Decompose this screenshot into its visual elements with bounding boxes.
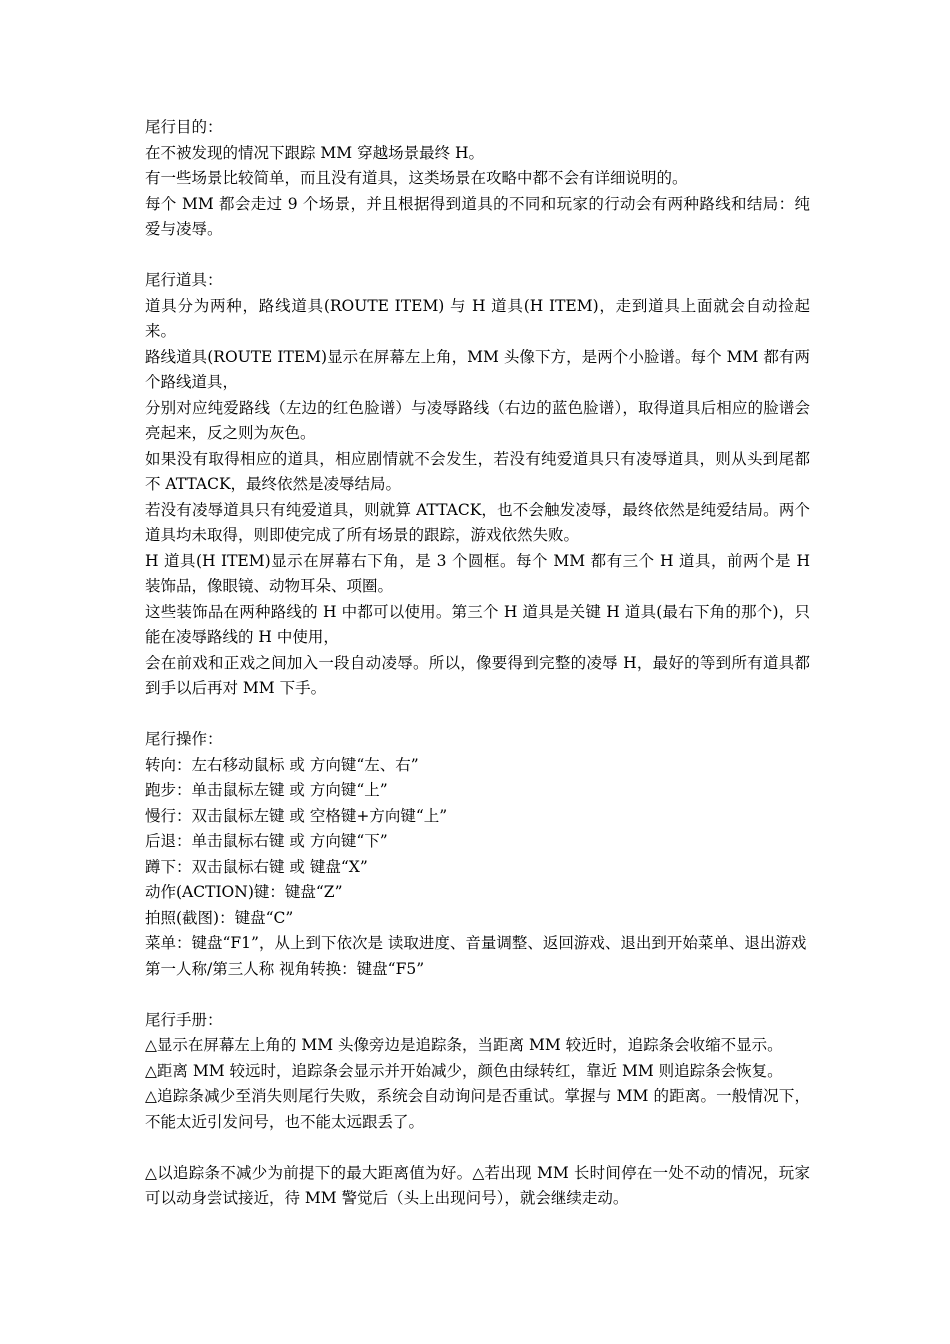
section-heading: 尾行操作： [145, 730, 223, 748]
paragraph: 路线道具(ROUTE ITEM)显示在屏幕左上角，MM 头像下方，是两个小脸谱。每个 MM 都有两个路线道具， [145, 347, 810, 391]
section-manual [145, 1008, 810, 1136]
section-manual-continued [145, 1161, 810, 1212]
control-line: 蹲下：双击鼠标右键 或 键盘“X” [145, 857, 368, 876]
paragraph: 分别对应纯爱路线（左边的红色脸谱）与凌辱路线（右边的蓝色脸谱），取得道具后相应的脸谱会亮起来，反之则为灰色。 [145, 398, 810, 442]
manual-tip: △以追踪条不减少为前提下的最大距离值为好。△若出现 MM 长时间停在一处不动的情况，玩家可以动身尝试接近，待 MM 警觉后（头上出现问号），就会继续走动。 [145, 1163, 810, 1207]
paragraph: 如果没有取得相应的道具，相应剧情就不会发生，若没有纯爱道具只有凌辱道具，则从头到尾都不 ATTACK，最终依然是凌辱结局。 [145, 449, 810, 493]
control-line: 动作(ACTION)键：键盘“Z” [145, 883, 343, 901]
section-controls [145, 727, 810, 982]
manual-tip: △追踪条减少至消失则尾行失败，系统会自动询问是否重试。掌握与 MM 的距离。一般情况下，不能太近引发问号，也不能太远跟丢了。 [145, 1087, 810, 1131]
control-line: 转向：左右移动鼠标 或 方向键“左、右” [145, 755, 419, 774]
control-line: 跑步：单击鼠标左键 或 方向键“上” [145, 781, 388, 799]
paragraph: H 道具(H ITEM)显示在屏幕右下角，是 3 个圆框。每个 MM 都有三个 H 道具，前两个是 H 装饰品，像眼镜、动物耳朵、项圈。 [145, 551, 810, 595]
document-page [145, 115, 810, 1212]
manual-tip: △显示在屏幕左上角的 MM 头像旁边是追踪条，当距离 MM 较近时，追踪条会收缩不显示。 [145, 1036, 783, 1054]
control-line: 慢行：双击鼠标左键 或 空格键+方向键“上” [145, 806, 448, 825]
control-line: 拍照(截图)：键盘“C” [145, 908, 294, 927]
section-purpose [145, 115, 810, 243]
control-line: 第一人称/第三人称 视角转换：键盘“F5” [145, 959, 425, 978]
section-items [145, 268, 810, 702]
section-heading: 尾行手册： [145, 1010, 223, 1029]
paragraph: 在不被发现的情况下跟踪 MM 穿越场景最终 H。 [145, 143, 485, 162]
paragraph: 这些装饰品在两种路线的 H 中都可以使用。第三个 H 道具是关键 H 道具(最右下角的那个)，只能在凌辱路线的 H 中使用， [145, 602, 810, 646]
control-line: 菜单：键盘“F1”，从上到下依次是 读取进度、音量调整、返回游戏、退出到开始菜单、退出游戏 [145, 934, 807, 952]
paragraph: 每个 MM 都会走过 9 个场景，并且根据得到道具的不同和玩家的行动会有两种路线和结局：纯爱与凌辱。 [145, 194, 810, 238]
paragraph: 有一些场景比较简单，而且没有道具，这类场景在攻略中都不会有详细说明的。 [145, 169, 688, 187]
control-line: 后退：单击鼠标右键 或 方向键“下” [145, 832, 388, 850]
section-heading: 尾行道具： [145, 271, 223, 289]
paragraph: 若没有凌辱道具只有纯爱道具，则就算 ATTACK，也不会触发凌辱，最终依然是纯爱结局。两个道具均未取得，则即使完成了所有场景的跟踪，游戏依然失败。 [145, 500, 810, 544]
manual-tip: △距离 MM 较远时，追踪条会显示并开始减少，颜色由绿转红，靠近 MM 则追踪条会恢复。 [145, 1061, 783, 1080]
paragraph: 道具分为两种，路线道具(ROUTE ITEM) 与 H 道具(H ITEM)，走到道具上面就会自动捡起来。 [145, 296, 810, 340]
section-heading: 尾行目的： [145, 118, 223, 136]
paragraph: 会在前戏和正戏之间加入一段自动凌辱。所以，像要得到完整的凌辱 H，最好的等到所有道具都到手以后再对 MM 下手。 [145, 653, 810, 697]
